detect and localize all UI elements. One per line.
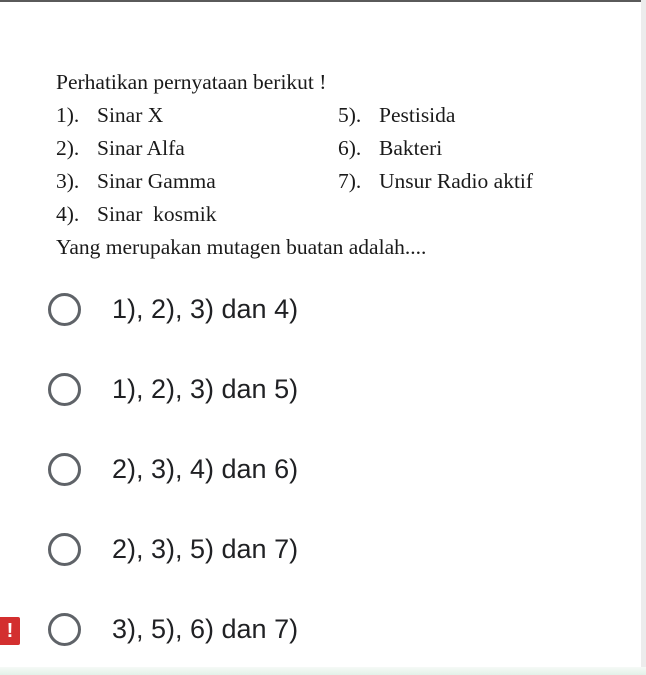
question-intro: Perhatikan pernyataan berikut ! (56, 70, 327, 94)
answer-option-4[interactable] (0, 522, 646, 582)
answer-option-label: 2), 3), 5) dan 7) (112, 534, 299, 564)
answer-option-label: 2), 3), 4) dan 6) (112, 454, 299, 484)
radio-button[interactable] (48, 373, 81, 406)
radio-button[interactable] (48, 613, 81, 646)
radio-button[interactable] (48, 533, 81, 566)
answer-option-3[interactable] (0, 442, 646, 502)
statement-item: 2). Sinar Alfa (56, 136, 185, 160)
answer-option-1[interactable] (0, 282, 646, 342)
answer-option-label: 1), 2), 3) dan 4) (112, 294, 299, 324)
top-border (0, 0, 646, 2)
statement-item: 7). Unsur Radio aktif (338, 169, 534, 193)
statement-item: 5). Pestisida (338, 103, 456, 127)
statement-item: 3). Sinar Gamma (56, 169, 216, 193)
question-block (56, 66, 616, 264)
statement-list (56, 99, 616, 231)
answer-option-2[interactable] (0, 362, 646, 422)
statement-item: 4). Sinar kosmik (56, 202, 217, 226)
statement-item: 6). Bakteri (338, 136, 443, 160)
bottom-edge (0, 667, 646, 675)
radio-button[interactable] (48, 453, 81, 486)
answer-option-label: 3), 5), 6) dan 7) (112, 614, 299, 644)
warning-icon: ! (0, 617, 20, 645)
radio-button[interactable] (48, 293, 81, 326)
answer-option-5[interactable] (0, 602, 646, 662)
statement-item: 1). Sinar X (56, 103, 164, 127)
question-prompt: Yang merupakan mutagen buatan adalah.... (56, 235, 427, 259)
answer-option-label: 1), 2), 3) dan 5) (112, 374, 299, 404)
